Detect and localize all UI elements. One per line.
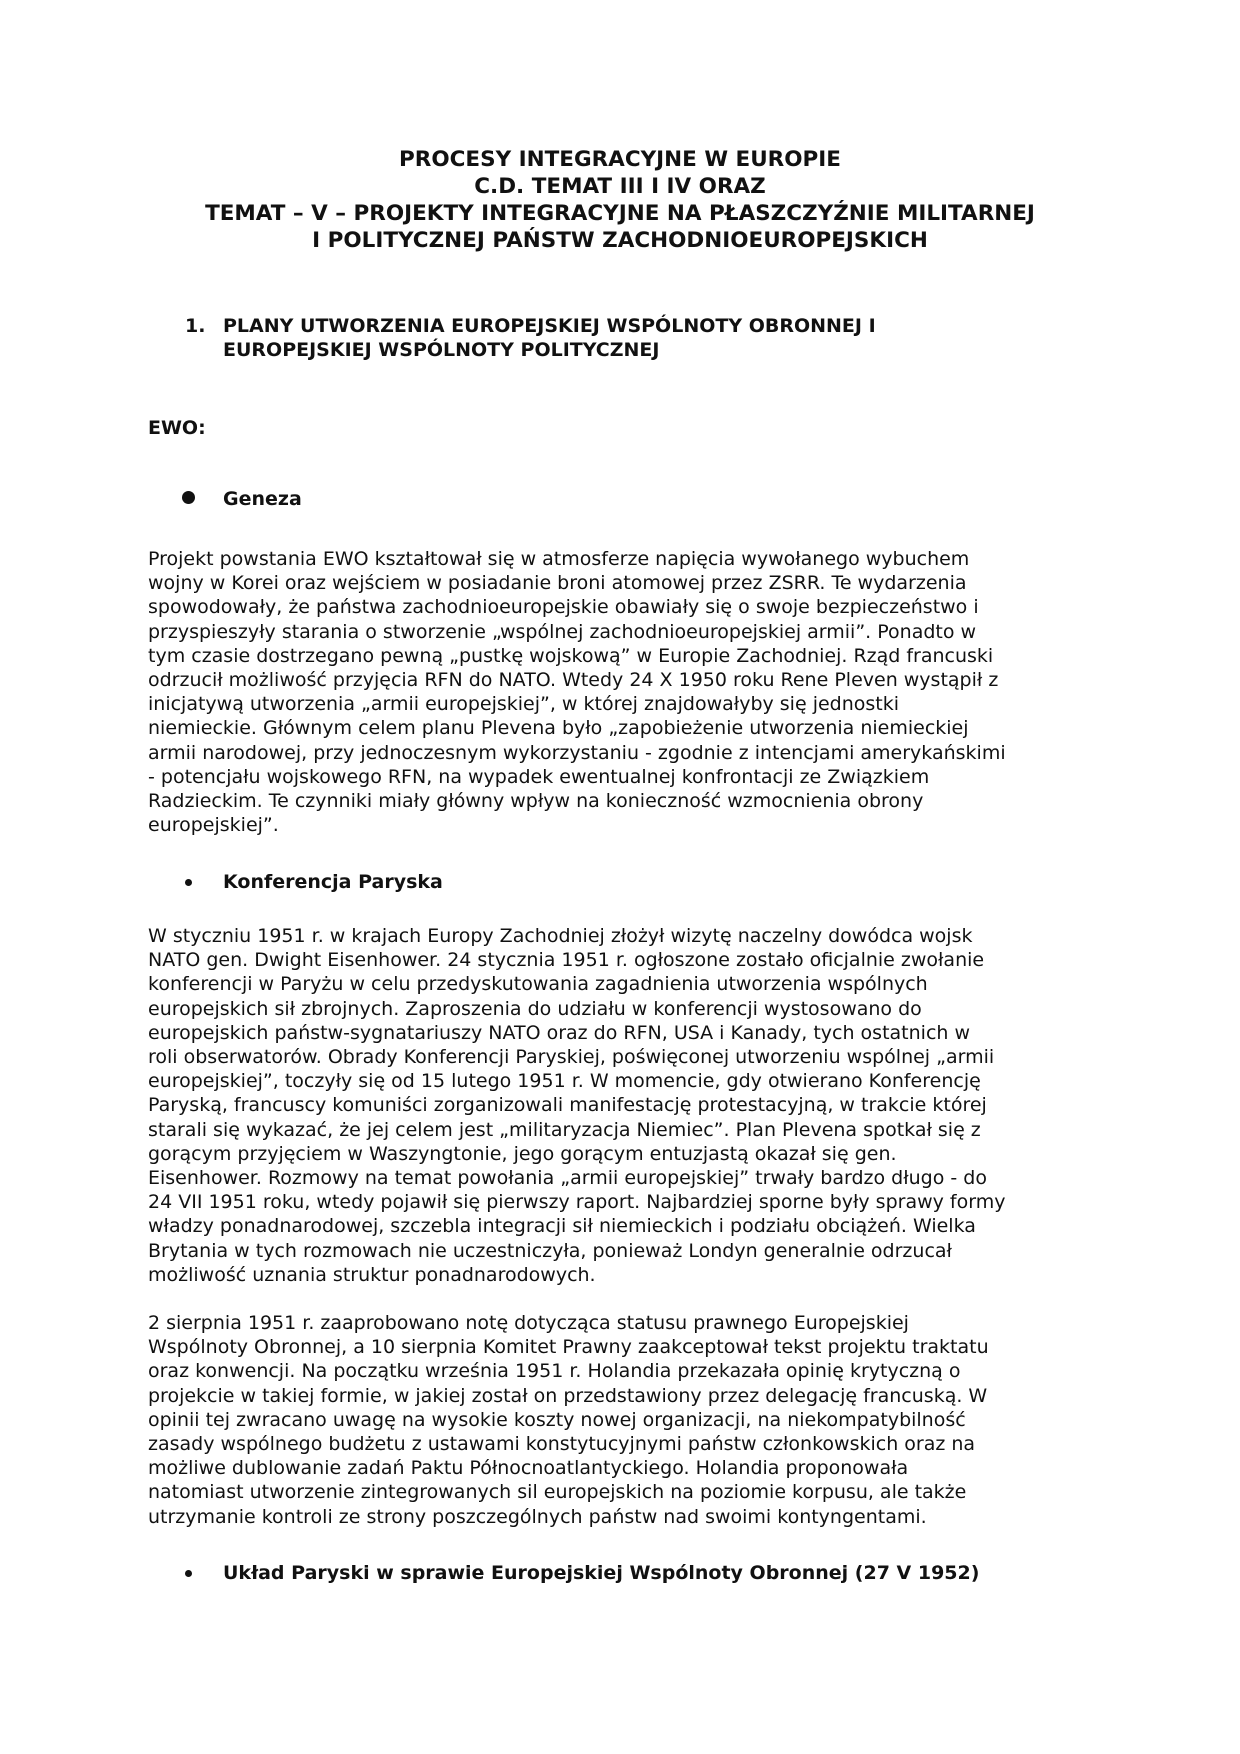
- text-line: 2 sierpnia 1951 r. zaaprobowano notę dotycząca statusu prawnego Europejskiej: [148, 1312, 909, 1334]
- title-line: TEMAT – V – PROJEKTY INTEGRACYJNE NA PŁASZCZYŹNIE MILITARNEJ: [205, 201, 1035, 226]
- bullet-icon: [185, 879, 192, 886]
- paragraph-konferencja: [148, 924, 1128, 1287]
- text-line: odrzucił możliwość przyjęcia RFN do NATO. Wtedy 24 X 1950 roku Rene Pleven wystąpił z: [148, 669, 999, 692]
- section-title-line: EUROPEJSKIEJ WSPÓLNOTY POLITYCZNEJ: [223, 339, 660, 361]
- document-title: [120, 146, 1120, 254]
- text-line: Eisenhower. Rozmowy na temat powołania „armii europejskiej” trwały bardzo długo - do: [148, 1167, 987, 1190]
- text-line: W styczniu 1951 r. w krajach Europy Zachodniej złożył wizytę naczelny dowódca wojsk: [148, 925, 973, 947]
- text-line: Paryską, francuscy komuniści zorganizowali manifestację protestacyjną, w trakcie której: [148, 1094, 987, 1117]
- text-line: natomiast utworzenie zintegrowanych sil europejskich na poziomie korpusu, ale także: [148, 1481, 967, 1504]
- bullet-konferencja: [180, 870, 1080, 896]
- bullet-label: Konferencja Paryska: [223, 871, 443, 893]
- text-line: starali się wykazać, że jej celem jest „militaryzacja Niemiec”. Plan Plevena spotkał się z: [148, 1118, 981, 1141]
- text-line: - potencjału wojskowego RFN, na wypadek ewentualnej konfrontacji ze Związkiem: [148, 765, 930, 788]
- text-line: inicjatywą utworzenia „armii europejskiej”, w której znajdowałyby się jednostki: [148, 693, 900, 716]
- title-line: I POLITYCZNEJ PAŃSTW ZACHODNIOEUROPEJSKICH: [312, 228, 928, 253]
- text-line: możliwość uznania struktur ponadnarodowych.: [148, 1263, 596, 1286]
- bullet-icon: [182, 491, 195, 504]
- text-line: oraz konwencji. Na początku września 1951 r. Holandia przekazała opinię krytyczną o: [148, 1360, 961, 1383]
- text-line: Radzieckim. Te czynniki miały główny wpływ na konieczność wzmocnienia obrony: [148, 790, 924, 813]
- bullet-geneza: [180, 487, 1080, 513]
- text-line: spowodowały, że państwa zachodnioeuropejskie obawiały się o swoje bezpieczeństwo i: [148, 596, 979, 619]
- title-line: PROCESY INTEGRACYJNE W EUROPIE: [399, 147, 841, 172]
- text-line: konferencji w Paryżu w celu przedyskutowania zagadnienia utworzenia wspólnych: [148, 973, 928, 996]
- paragraph-projekt-traktatu: [148, 1311, 1128, 1529]
- bullet-label: Układ Paryski w sprawie Europejskiej Wspólnoty Obronnej (27 V 1952): [223, 1562, 980, 1584]
- paragraph-geneza: [148, 547, 1128, 837]
- text-line: wojny w Korei oraz wejściem w posiadanie broni atomowej przez ZSRR. Te wydarzenia: [148, 572, 967, 595]
- text-line: Wspólnoty Obronnej, a 10 sierpnia Komitet Prawny zaakceptował tekst projektu traktatu: [148, 1336, 989, 1359]
- text-line: armii narodowej, przy jednoczesnym wykorzystaniu - zgodnie z intencjami amerykańskimi: [148, 741, 1006, 764]
- text-line: europejskiej”, toczyły się od 15 lutego 1951 r. W momencie, gdy otwierano Konferencję: [148, 1070, 981, 1093]
- text-line: roli obserwatorów. Obrady Konferencji Paryskiej, poświęconej utworzeniu wspólnej „armii: [148, 1046, 995, 1069]
- text-line: opinii tej zwracano uwagę na wysokie koszty nowej organizacji, na niekompatybilność: [148, 1408, 966, 1431]
- bullet-uklad-paryski: [180, 1561, 1080, 1587]
- text-line: władzy ponadnarodowej, szczebla integracji sił niemieckich i podziału obciążeń. Wielka: [148, 1215, 976, 1238]
- ewo-label: EWO:: [148, 417, 206, 439]
- text-line: europejskich sił zbrojnych. Zaproszenia do udziału w konferencji wystosowano do: [148, 997, 922, 1020]
- bullet-label: Geneza: [223, 488, 302, 510]
- text-line: możliwe dublowanie zadań Paktu Północnoatlantyckiego. Holandia proponowała: [148, 1457, 909, 1480]
- text-line: Projekt powstania EWO kształtował się w atmosferze napięcia wywołanego wybuchem: [148, 548, 970, 570]
- bullet-icon: [185, 1570, 192, 1577]
- text-line: zasady wspólnego budżetu z ustawami konstytucyjnymi państw członkowskich oraz na: [148, 1433, 976, 1456]
- text-line: projekcie w takiej formie, w jakiej został on przedstawiony przez delegację francuską. W: [148, 1384, 988, 1407]
- text-line: NATO gen. Dwight Eisenhower. 24 stycznia 1951 r. ogłoszone zostało oficjalnie zwołanie: [148, 949, 985, 972]
- text-line: gorącym przyjęciem w Waszyngtonie, jego gorącym entuzjastą okazał się gen.: [148, 1142, 897, 1165]
- text-line: 24 VII 1951 roku, wtedy pojawił się pierwszy raport. Najbardziej sporne były sprawy formy: [148, 1191, 1006, 1214]
- text-line: europejskich państw-sygnatariuszy NATO oraz do RFN, USA i Kanady, tych ostatnich w: [148, 1021, 971, 1044]
- text-line: europejskiej”.: [148, 814, 279, 837]
- section-title-line: PLANY UTWORZENIA EUROPEJSKIEJ WSPÓLNOTY OBRONNEJ I: [223, 315, 876, 337]
- section-title: [223, 314, 876, 362]
- text-line: utrzymanie kontroli ze strony poszczególnych państw nad swoimi kontyngentami.: [148, 1505, 927, 1528]
- text-line: niemieckie. Głównym celem planu Plevena było „zapobieżenie utworzenia niemieckiej: [148, 717, 969, 740]
- text-line: Brytania w tych rozmowach nie uczestniczyła, ponieważ Londyn generalnie odrzucał: [148, 1239, 952, 1262]
- text-line: przyspieszyły starania o stworzenie „wspólnej zachodnioeuropejskiej armii”. Ponadto w: [148, 620, 977, 643]
- section-number: 1.: [185, 315, 206, 337]
- title-line: C.D. TEMAT III I IV ORAZ: [474, 174, 766, 199]
- text-line: tym czasie dostrzegano pewną „pustkę wojskową” w Europie Zachodniej. Rząd francuski: [148, 644, 994, 667]
